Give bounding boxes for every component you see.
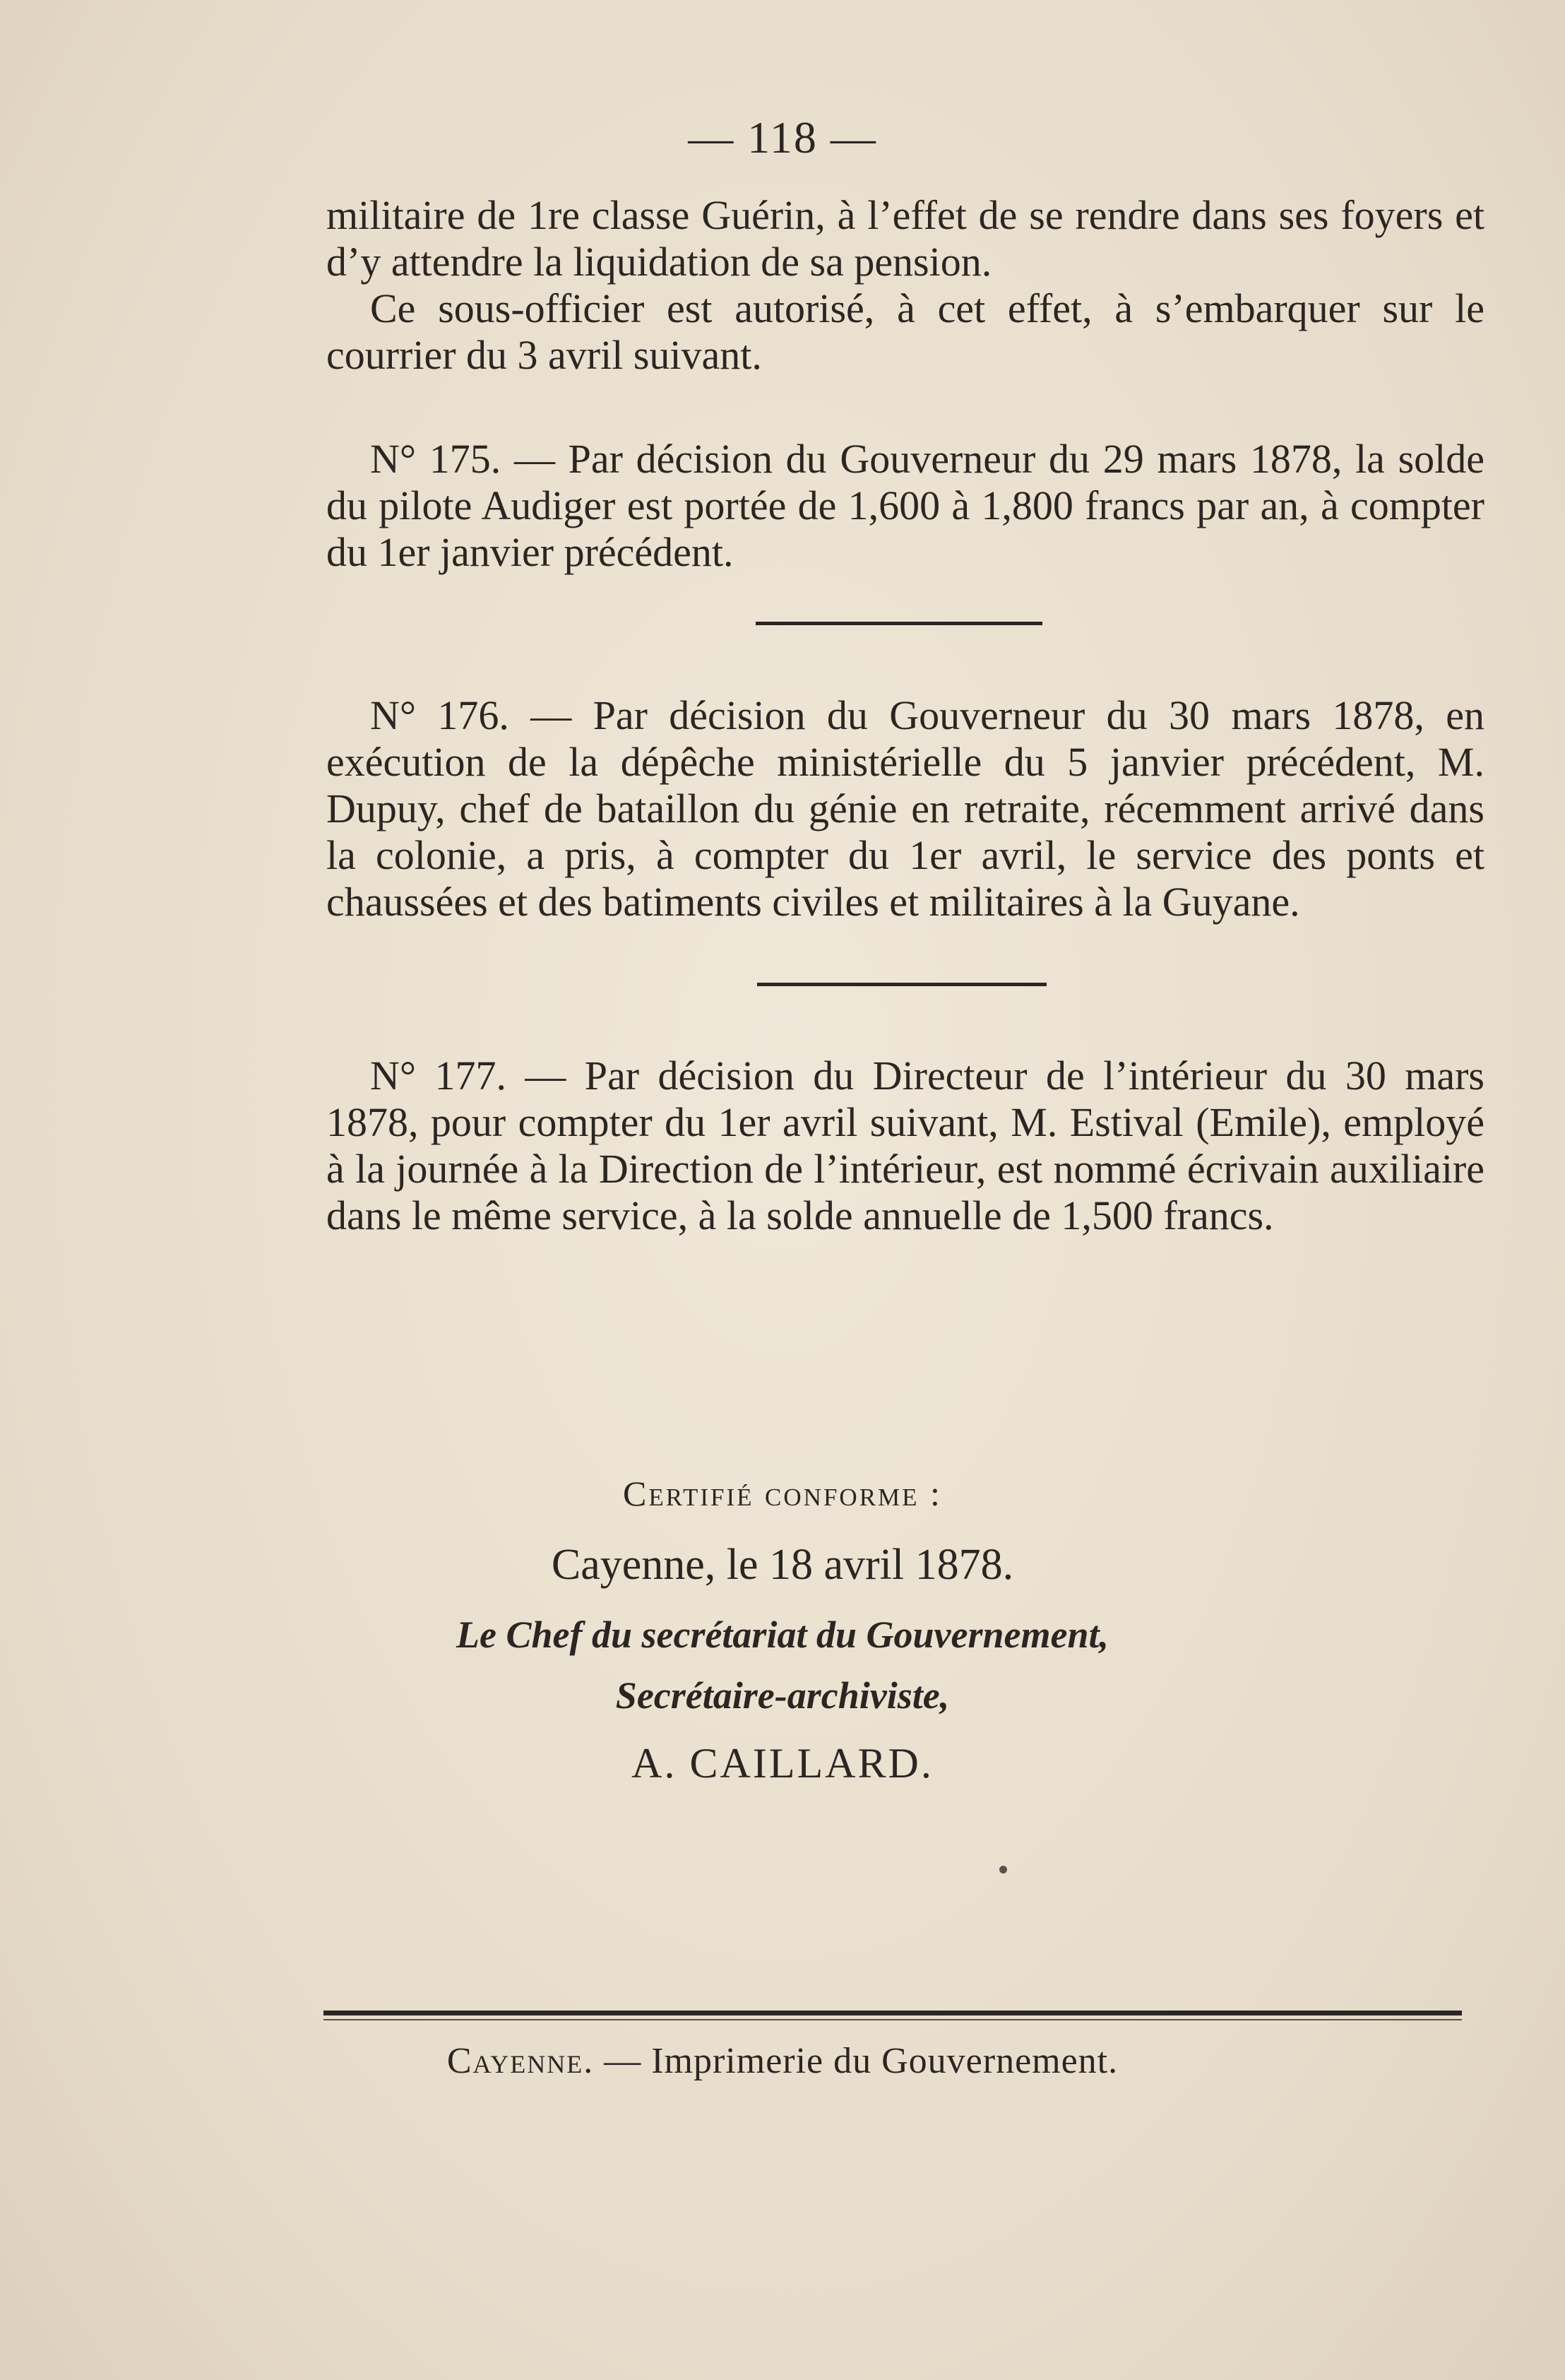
signatory-title: Secrétaire-archiviste, — [615, 1674, 950, 1717]
entry-number: N° 175. — [370, 436, 501, 482]
intro-paragraph-2: Ce sous-officier est autorisé, à cet effet, à s’embarquer sur le courrier du 3 avril suivant. — [326, 285, 1484, 378]
section-separator — [756, 622, 1042, 625]
entry-text: — Par décision du Directeur de l’intérieur du 30 mars 1878, pour compter du 1er avril suivant, M. Estival (Emile), employé à la journée à la Direction de l’intérieur, est nommé écrivain auxiliaire dans le même service, à la solde annuelle de 1,500 francs. — [326, 1053, 1484, 1238]
imprint-city: Cayenne. — [446, 2041, 595, 2081]
footer-rule — [323, 2011, 1462, 2015]
signatory-role: Le Chef du secrétariat du Gouvernement, — [456, 1614, 1109, 1656]
ink-dot — [999, 1866, 1007, 1873]
entry-175 — [326, 436, 1484, 576]
imprint-line — [0, 2040, 1565, 2082]
entry-number: N° 176. — [370, 692, 509, 738]
imprint-text: — Imprimerie du Gouvernement. — [604, 2041, 1119, 2081]
certification-place-date: Cayenne, le 18 avril 1878. — [551, 1541, 1014, 1589]
entry-176 — [326, 692, 1484, 925]
entry-177 — [326, 1053, 1484, 1239]
page-number: — 118 — — [688, 112, 877, 162]
entry-text: — Par décision du Gouverneur du 30 mars 1878, en exécution de la dépêche ministérielle du 5 janvier précédent, M. Dupuy, chef de bataillon du génie en retraite, récemment arrivé dans la colonie, a pris, à compter du 1er avril, le service des ponts et chaussées et des batiments civiles et militaires à la Guyane. — [326, 692, 1485, 925]
intro-block — [326, 192, 1484, 379]
entry-text: — Par décision du Gouverneur du 29 mars 1878, la solde du pilote Audiger est portée de 1,600 à 1,800 francs par an, à compter du 1er janvier précédent. — [326, 436, 1485, 575]
intro-paragraph-1: militaire de 1re classe Guérin, à l’effet de se rendre dans ses foyers et d’y attendre la liquidation de sa pension. — [326, 192, 1484, 285]
signatory-name: A. CAILLARD. — [631, 1740, 934, 1787]
footer-rule-thin — [323, 2019, 1462, 2020]
section-separator — [757, 983, 1047, 986]
entry-number: N° 177. — [370, 1053, 506, 1099]
entry-paragraph — [326, 436, 1484, 576]
entry-paragraph — [326, 692, 1484, 925]
entry-paragraph — [326, 1053, 1484, 1239]
certification-heading: Certifié conforme : — [623, 1474, 942, 1513]
